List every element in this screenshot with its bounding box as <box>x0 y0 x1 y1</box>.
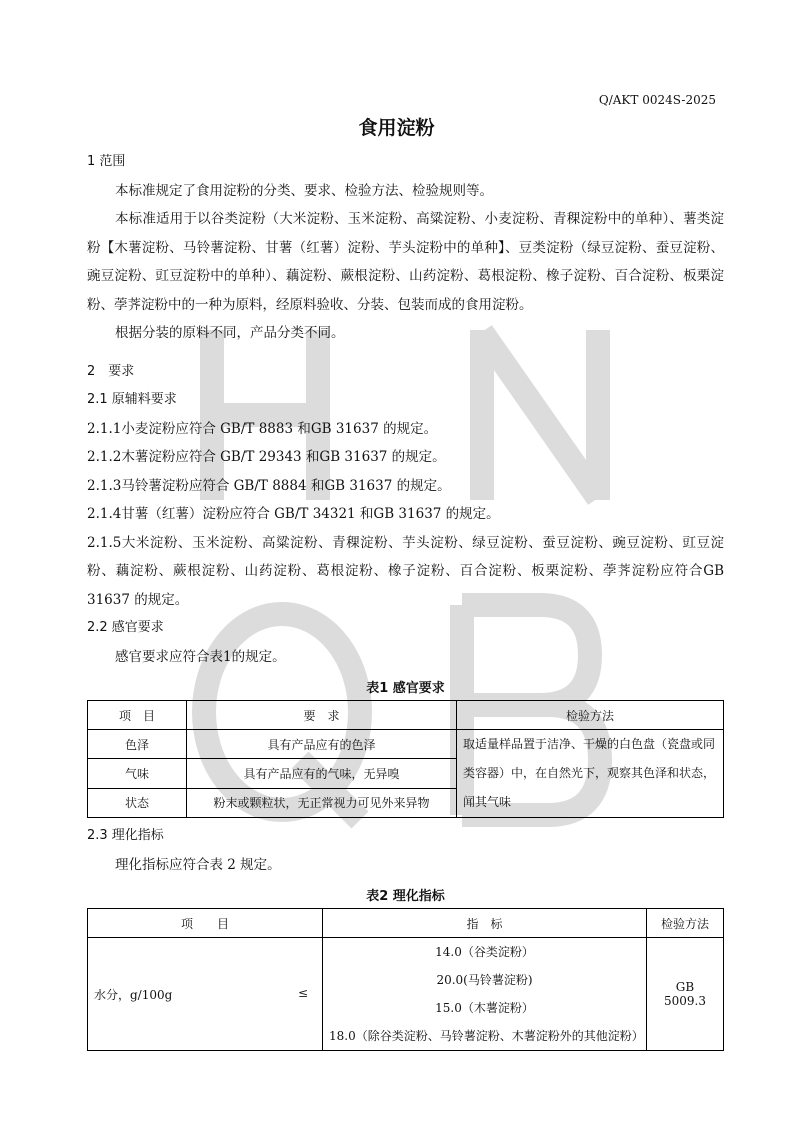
paragraph: 感官要求应符合表1的规定。 <box>115 648 286 665</box>
section-requirements <box>87 358 724 672</box>
column-header: 要 求 <box>187 701 457 730</box>
cell: 色泽 <box>88 730 187 759</box>
value: 20.0(马铃薯淀粉) <box>436 973 533 987</box>
section-physchem <box>87 822 724 879</box>
value: 18.0（除谷类淀粉、马铃薯淀粉、木薯淀粉外的其他淀粉） <box>329 1029 644 1043</box>
cell <box>323 938 647 1051</box>
clause: 2.1.2木薯淀粉应符合 GB/T 29343 和GB 31637 的规定。 <box>87 449 446 465</box>
paragraph: 本标准规定了食用淀粉的分类、要求、检验方法、检验规则等。 <box>115 182 493 199</box>
cell: 状态 <box>88 788 187 817</box>
column-header: 检验方法 <box>647 909 724 938</box>
cell: 粉末或颗粒状，无正常视力可见外来异物 <box>187 788 457 817</box>
sensory-table <box>87 700 724 818</box>
document-title: 食用淀粉 <box>358 117 435 139</box>
clause: 2.1.4甘薯（红薯）淀粉应符合 GB/T 34321 和GB 31637 的规定。 <box>87 506 500 522</box>
table-row <box>88 938 724 1051</box>
section-heading: 1 范围 <box>87 154 126 169</box>
column-header: 检验方法 <box>457 701 724 730</box>
document-code: Q/AKT 0024S-2025 <box>598 93 716 107</box>
table-caption: 表2 理化指标 <box>366 889 445 904</box>
paragraph: 根据分装的原料不同，产品分类不同。 <box>115 325 345 341</box>
cell: GB 5009.3 <box>647 938 724 1051</box>
value: 14.0（谷类淀粉） <box>435 945 534 959</box>
section-scope <box>87 148 724 348</box>
clause: 2.1.3马铃薯淀粉应符合 GB/T 8884 和GB 31637 的规定。 <box>87 477 451 494</box>
paragraph: 本标准适用于以谷类淀粉（大米淀粉、玉米淀粉、高粱淀粉、小麦淀粉、青稞淀粉中的单种）、薯类淀粉【木薯淀粉、马铃薯淀粉、甘薯（红薯）淀粉、芋头淀粉中的单种】、豆类淀粉（绿豆淀粉、蚕豆淀粉、豌豆淀粉、豇豆淀粉中的单种）、藕淀粉、蕨根淀粉、山药淀粉、葛根淀粉、橡子淀粉、百合淀粉、板栗淀粉、荸荠淀粉中的一种为原料，经原料验收、分装、包装而成的食用淀粉。 <box>87 211 724 313</box>
cell: 气味 <box>88 759 187 788</box>
le-symbol: ≤ <box>297 985 308 1000</box>
table1-block <box>87 677 724 818</box>
clause: 2.1.1小麦淀粉应符合 GB/T 8883 和GB 31637 的规定。 <box>87 420 438 437</box>
value: 15.0（木薯淀粉） <box>435 1001 534 1015</box>
subsection-heading: 2.1 原辅料要求 <box>87 392 177 407</box>
table2-block <box>87 885 724 1051</box>
cell: 具有产品应有的气味，无异嗅 <box>187 759 457 788</box>
subsection-heading: 2.2 感官要求 <box>87 620 164 635</box>
column-header: 项 目 <box>88 909 323 938</box>
clause: 2.1.5大米淀粉、玉米淀粉、高粱淀粉、青稞淀粉、芋头淀粉、绿豆淀粉、蚕豆淀粉、豌豆淀粉、豇豆淀粉、藕淀粉、蕨根淀粉、山药淀粉、葛根淀粉、橡子淀粉、百合淀粉、板栗淀粉、荸荠淀粉应符合GB 31637 的规定。 <box>87 534 724 608</box>
item-label: 水分，g/100g <box>94 987 173 1002</box>
section-heading: 2 要求 <box>87 363 135 379</box>
column-header: 项 目 <box>88 701 187 730</box>
column-header: 指 标 <box>323 909 647 938</box>
physchem-table <box>87 908 724 1051</box>
cell: 取适量样品置于洁净、干燥的白色盘（瓷盘或同类容器）中，在自然光下，观察其色泽和状态，闻其气味 <box>457 730 724 818</box>
table-caption: 表1 感官要求 <box>366 681 445 696</box>
paragraph: 理化指标应符合表 2 规定。 <box>115 856 281 873</box>
table-row <box>88 730 724 759</box>
subsection-heading: 2.3 理化指标 <box>87 828 164 843</box>
cell: 具有产品应有的色泽 <box>187 730 457 759</box>
cell <box>88 938 323 1051</box>
